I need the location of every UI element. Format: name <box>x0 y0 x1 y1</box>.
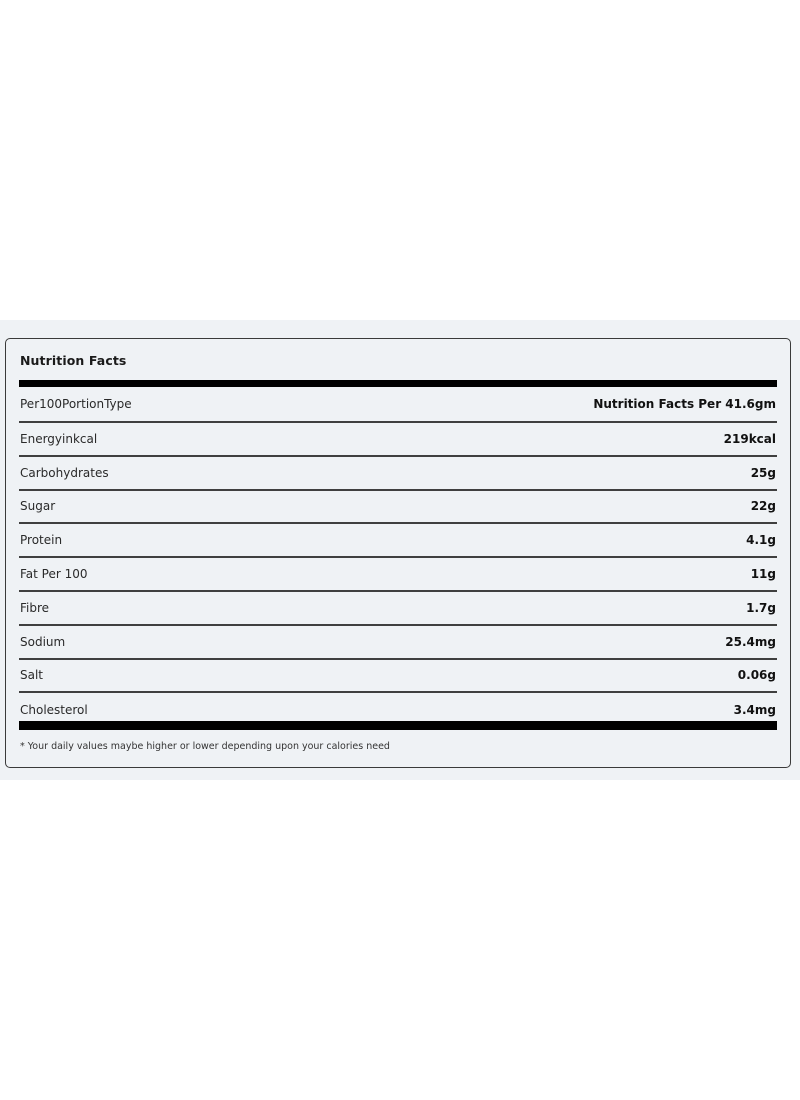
nutrient-row-fat <box>19 558 777 592</box>
nutrient-row-carbohydrates <box>19 457 777 491</box>
nutrient-row-protein <box>19 524 777 558</box>
nutrition-facts-panel <box>5 338 791 768</box>
nutrient-label: Salt <box>20 668 44 683</box>
nutrient-value: 3.4mg <box>733 703 776 718</box>
header-value: Nutrition Facts Per 41.6gm <box>593 397 776 411</box>
nutrient-row-salt <box>19 660 777 694</box>
table-header-row <box>19 387 777 423</box>
nutrient-row-energy <box>19 423 777 457</box>
nutrient-label: Protein <box>20 533 63 548</box>
nutrient-value: 0.06g <box>737 668 776 683</box>
nutrient-row-sugar <box>19 491 777 525</box>
nutrient-value: 22g <box>750 499 776 514</box>
top-thick-divider <box>19 380 777 387</box>
nutrient-value: 219kcal <box>723 431 776 446</box>
daily-values-footnote: * Your daily values maybe higher or lower depending upon your calories need <box>20 741 390 752</box>
nutrient-label: Fat Per 100 <box>20 567 88 582</box>
nutrient-label: Fibre <box>20 600 50 615</box>
nutrient-row-sodium <box>19 626 777 660</box>
nutrient-label: Sugar <box>20 499 56 514</box>
nutrient-value: 25g <box>750 465 776 480</box>
nutrient-label: Cholesterol <box>20 703 88 718</box>
nutrient-value: 1.7g <box>746 600 776 615</box>
nutrient-value: 11g <box>750 567 776 582</box>
nutrient-label: Sodium <box>20 634 66 649</box>
nutrient-label: Carbohydrates <box>20 465 109 480</box>
panel-title: Nutrition Facts <box>20 353 127 368</box>
header-label: Per100PortionType <box>20 397 132 411</box>
nutrient-value: 25.4mg <box>725 634 776 649</box>
nutrient-row-fibre <box>19 592 777 626</box>
nutrient-value: 4.1g <box>746 533 776 548</box>
nutrient-label: Energyinkcal <box>20 431 98 446</box>
bottom-thick-divider <box>19 721 777 730</box>
nutrition-table <box>19 387 777 727</box>
